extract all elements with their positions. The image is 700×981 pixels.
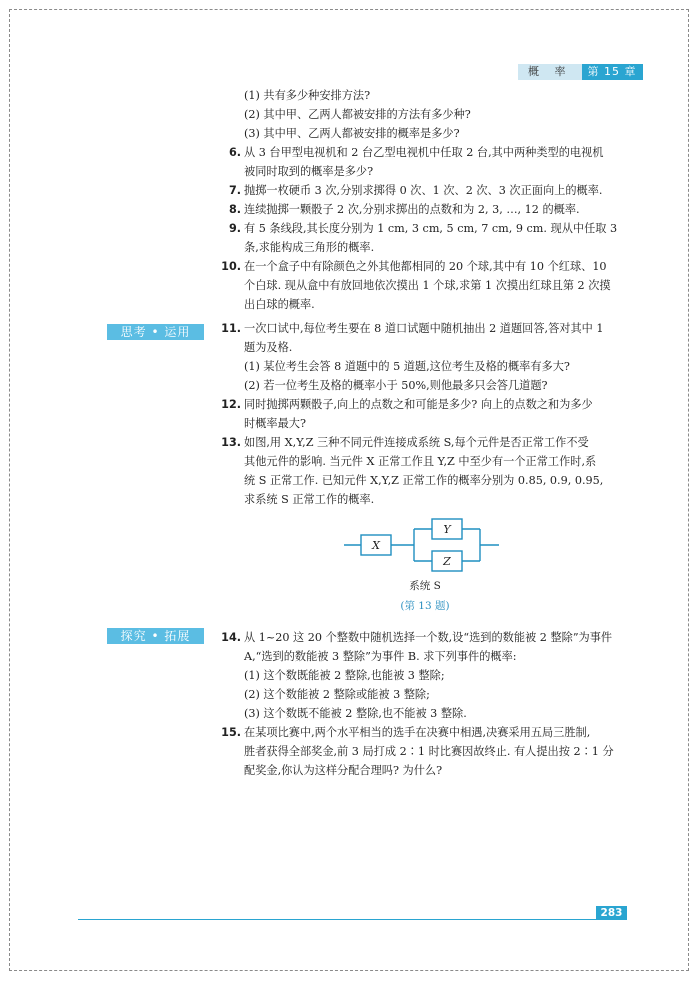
problem-7 — [219, 181, 631, 200]
problem-text: 一次口试中,每位考生要在 8 道口试题中随机抽出 2 道题回答,答对其中 1 — [244, 322, 604, 335]
figure-caption: 系统 S — [409, 580, 441, 592]
problem-number: 10. — [221, 260, 241, 273]
problem-number: 12. — [221, 398, 241, 411]
chapter-subject: 概 率 — [518, 64, 582, 80]
problem-15 — [219, 723, 631, 780]
problem-text: 配奖金,你认为这样分配合理吗? 为什么? — [244, 764, 443, 777]
chapter-number: 第 15 章 — [582, 64, 643, 80]
label-z: Z — [443, 555, 451, 568]
subquestion: (3) 其中甲、乙两人都被安排的概率是多少? — [244, 127, 460, 140]
exercise-list-explore — [219, 628, 631, 780]
problem-text: 抛掷一枚硬币 3 次,分别求掷得 0 次、1 次、2 次、3 次正面向上的概率. — [244, 184, 603, 197]
exercise-list — [219, 86, 631, 509]
problem-number: 14. — [221, 631, 241, 644]
problem-text: 时概率最大? — [244, 417, 306, 430]
chapter-header — [518, 64, 643, 80]
problem-number: 8. — [228, 203, 241, 216]
problem-number: 13. — [221, 436, 241, 449]
section-label-explore: 探究 • 拓展 — [107, 628, 204, 644]
system-diagram — [219, 510, 631, 620]
problem-number: 9. — [228, 222, 241, 235]
problem-text: 从 1~20 这 20 个整数中随机选择一个数,设“选到的数能被 2 整除”为事件 — [244, 631, 613, 644]
problem-text: 连续抛掷一颗骰子 2 次,分别求掷出的点数和为 2, 3, …, 12 的概率. — [244, 203, 580, 216]
problem-8 — [219, 200, 631, 219]
subquestion: (2) 若一位考生及格的概率小于 50%,则他最多只会答几道题? — [244, 379, 548, 392]
problem-text: 出白球的概率. — [244, 298, 315, 311]
problem-text: 在一个盒子中有除颜色之外其他都相同的 20 个球,其中有 10 个红球、10 — [244, 260, 607, 273]
footer-rule — [78, 919, 627, 920]
subquestion: (1) 共有多少种安排方法? — [244, 89, 371, 102]
problem-text: 个白球. 现从盒中有放回地依次摸出 1 个球,求第 1 次摸出红球且第 2 次摸 — [244, 279, 611, 292]
problem-13 — [219, 433, 631, 509]
problem-text: 求系统 S 正常工作的概率. — [244, 493, 375, 506]
problem-number: 11. — [221, 322, 241, 335]
subquestion: (1) 某位考生会答 8 道题中的 5 道题,这位考生及格的概率有多大? — [244, 360, 570, 373]
problem-number: 7. — [228, 184, 241, 197]
problem-text: 从 3 台甲型电视机和 2 台乙型电视机中任取 2 台,其中两种类型的电视机 — [244, 146, 604, 159]
problem-text: 统 S 正常工作. 已知元件 X,Y,Z 正常工作的概率分别为 0.85, 0.9, 0.95, — [244, 474, 604, 487]
subquestion: (1) 这个数既能被 2 整除,也能被 3 整除; — [244, 669, 445, 682]
problem-text: 题为及格. — [244, 341, 293, 354]
subquestion: (2) 其中甲、乙两人都被安排的方法有多少种? — [244, 108, 471, 121]
problem-12 — [219, 395, 631, 433]
problem-text: 如图,用 X,Y,Z 三种不同元件连接成系统 S,每个元件是否正常工作不受 — [244, 436, 589, 449]
problem-text: 有 5 条线段,其长度分别为 1 cm, 3 cm, 5 cm, 7 cm, 9 cm. 现从中任取 3 — [244, 222, 618, 235]
label-x: X — [372, 539, 380, 552]
subquestion: (2) 这个数能被 2 整除或能被 3 整除; — [244, 688, 430, 701]
problem-text: 在某项比赛中,两个水平相当的选手在决赛中相遇,决赛采用五局三胜制, — [244, 726, 591, 739]
problem-number: 15. — [221, 726, 241, 739]
subquestion: (3) 这个数既不能被 2 整除,也不能被 3 整除. — [244, 707, 467, 720]
figure-number: (第 13 题) — [400, 600, 450, 612]
problem-9 — [219, 219, 631, 257]
problem-text: 其他元件的影响. 当元件 X 正常工作且 Y,Z 中至少有一个正常工作时,系 — [244, 455, 597, 468]
label-y: Y — [443, 523, 451, 536]
problem-text: 被同时取到的概率是多少? — [244, 165, 374, 178]
problem-number: 6. — [228, 146, 241, 159]
problem-text: 胜者获得全部奖金,前 3 局打成 2∶1 时比赛因故终止. 有人提出按 2∶1 分 — [244, 745, 614, 758]
problem-text: 同时抛掷两颗骰子,向上的点数之和可能是多少? 向上的点数之和为多少 — [244, 398, 593, 411]
problem-14 — [219, 628, 631, 666]
problem-text: A,“选到的数能被 3 整除”为事件 B. 求下列事件的概率: — [244, 650, 517, 663]
problem-10 — [219, 257, 631, 314]
circuit-svg — [344, 510, 514, 576]
problem-text: 条,求能构成三角形的概率. — [244, 241, 375, 254]
section-label-think: 思考 • 运用 — [107, 324, 204, 340]
problem-11 — [219, 319, 631, 357]
problem-6 — [219, 143, 631, 181]
page-number: 283 — [596, 906, 627, 920]
